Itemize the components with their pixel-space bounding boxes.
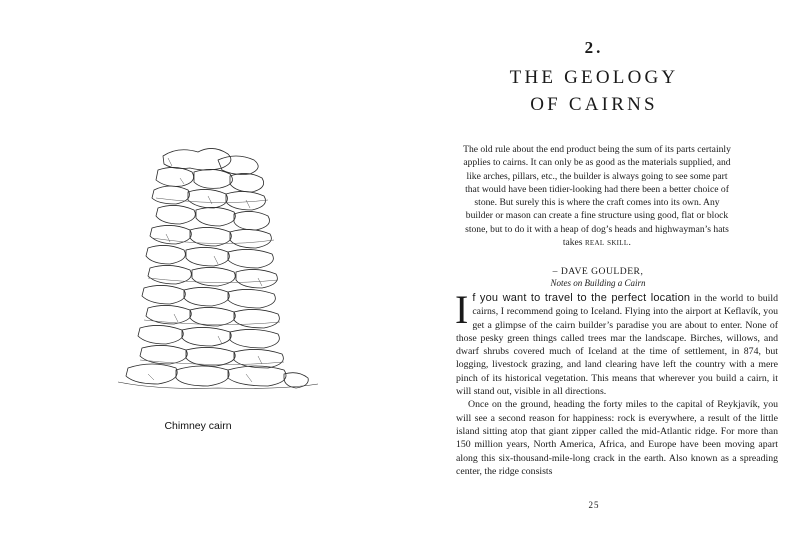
epigraph-text: The old rule about the end product being the sum of its parts certainly applies to cairns. It can only be as good as the materials supplied, and like arches, pillars, etc., the builder is always going to see some part that would have been tidier-looking had there been a better choice of stone. But surely this is where the craft comes into its own. Any builder or mason can create a fine structure using good, flat or block stone, but to do it with a heap of dog’s heads and highwayman’s hats takes — [463, 144, 731, 249]
paragraph-2: Once on the ground, heading the forty miles to the capital of Reykjavík, you will see a second reason for happiness: rock is everywhere, a result of the little island sitting atop that giant zipper called the mid-Atlantic ridge. For more than 150 million years, North America, Africa, and Europe have been moving apart along this six-thousand-mile-long crack in the earth. Also known as a spreading center, the ridge consists — [456, 399, 778, 477]
body-text — [455, 287, 779, 478]
paragraph-1-text: in the world to build cairns, I recommend going to Iceland. Flying into the airport at Keflavík, you get a glimpse of the cairn builder’s paradise you are about to enter. None of those pesky green things called trees mar the landscape. Birches, willows, and dwarf shrubs covered much of Iceland at the time of settlement, in 874, but logging, livestock grazing, and land clearing have left the country with a mere pinch of its historical vegetation. This means that wherever you build a cairn, it will stand out, visible in all directions. — [456, 293, 779, 398]
epigraph-end: real skill. — [584, 237, 632, 249]
chimney-cairn-illustration — [118, 138, 318, 438]
epigraph-author: – DAVE GOULDER, — [552, 266, 644, 277]
drop-cap: I — [455, 287, 469, 332]
paragraph-1 — [455, 287, 779, 398]
epigraph-source: Notes on Building a Cairn — [550, 278, 646, 288]
illustration-caption: Chimney cairn — [164, 420, 232, 432]
chapter-number: 2. — [584, 38, 604, 57]
lead-in: f you want to travel to the perfect location — [472, 292, 691, 304]
chapter-title — [396, 64, 792, 118]
epigraph — [460, 143, 734, 249]
chapter-title-line-1: THE GEOLOGY — [509, 67, 679, 88]
chapter-title-line-2: OF CAIRNS — [530, 94, 658, 115]
page-number: 25 — [588, 500, 600, 510]
right-page — [396, 0, 792, 540]
